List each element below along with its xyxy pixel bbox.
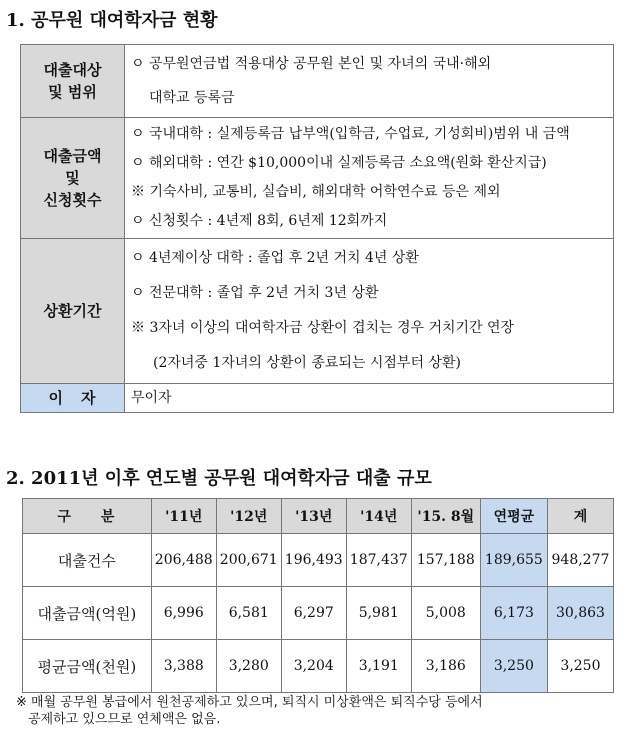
- table-cell: 3,191: [346, 640, 411, 693]
- loan-overview-table: [20, 44, 614, 413]
- table-cell: 3,388: [151, 640, 216, 693]
- content-line: ㅇ 공무원연금법 적용대상 공무원 본인 및 자녀의 국내·해외: [131, 56, 492, 72]
- row-target-scope: [21, 45, 614, 118]
- table-cell: 157,188: [411, 534, 480, 587]
- table-cell: 196,493: [281, 534, 346, 587]
- row-interest: [21, 384, 614, 413]
- header-line: 대출금액: [43, 147, 102, 165]
- content-target-scope: [125, 45, 614, 118]
- header-category: 구분: [23, 499, 152, 534]
- header-line: 신청횟수: [43, 191, 102, 209]
- content-amount-count: [125, 118, 614, 239]
- content-line: ※ 3자녀 이상의 대여학자금 상환이 겹치는 경우 거치기간 연장: [131, 320, 515, 336]
- row-label: 대출금액(억원): [23, 587, 152, 640]
- footnote-line: ※ 매월 공무원 봉급에서 원천공제하고 있으며, 퇴직시 미상환액은 퇴직수당 등에서: [16, 695, 483, 710]
- footnote-line: 공제하고 있으므로 연체액은 없음.: [28, 712, 221, 727]
- content-interest: [125, 384, 614, 413]
- table-row: [23, 534, 614, 587]
- content-line: ※ 기숙사비, 교통비, 실습비, 해외대학 어학연수료 등은 제외: [131, 184, 501, 200]
- content-line: ㅇ 국내대학 : 실제등록금 납부액(입학금, 수업료, 기성회비)범위 내 금액: [131, 126, 570, 142]
- loan-volume-table: [22, 498, 614, 693]
- header-2015: '15. 8월: [411, 499, 480, 534]
- header-2012: '12년: [216, 499, 281, 534]
- header-2013: '13년: [281, 499, 346, 534]
- table-cell: 3,280: [216, 640, 281, 693]
- header-total: 계: [547, 499, 613, 534]
- content-line: (2자녀중 1자녀의 상환이 종료되는 시점부터 상환): [153, 355, 461, 371]
- section2-title: 2. 2011년 이후 연도별 공무원 대여학자금 대출 규모: [6, 468, 432, 489]
- table-cell: 206,488: [151, 534, 216, 587]
- header-line: 상환기간: [43, 302, 102, 320]
- header-amount-count: [21, 118, 125, 239]
- header-target-scope: [21, 45, 125, 118]
- row-label: 평균금액(천원): [23, 640, 152, 693]
- header-line: 이자: [48, 389, 114, 407]
- header-line: 및: [65, 169, 80, 187]
- header-line: 대출대상: [43, 61, 102, 79]
- content-line: ㅇ 전문대학 : 졸업 후 2년 거치 3년 상환: [131, 285, 379, 301]
- header-repayment: [21, 239, 125, 384]
- table-cell-total: 30,863: [547, 587, 613, 640]
- header-2011: '11년: [151, 499, 216, 534]
- table-header-row: [23, 499, 614, 534]
- row-amount-count: [21, 118, 614, 239]
- header-annual-average: 연평균: [480, 499, 547, 534]
- section1-title: 1. 공무원 대여학자금 현황: [6, 10, 218, 31]
- header-2014: '14년: [346, 499, 411, 534]
- table-cell: 6,581: [216, 587, 281, 640]
- table-cell-average: 6,173: [480, 587, 547, 640]
- table-cell-average: 3,250: [480, 640, 547, 693]
- table-cell: 5,008: [411, 587, 480, 640]
- table-row: [23, 587, 614, 640]
- table-cell: 6,996: [151, 587, 216, 640]
- header-line: 및 범위: [48, 83, 97, 101]
- table-row: [23, 640, 614, 693]
- table-cell: 200,671: [216, 534, 281, 587]
- content-repayment: [125, 239, 614, 384]
- header-interest: [21, 384, 125, 413]
- content-line: 대학교 등록금: [149, 90, 235, 106]
- content-line: ㅇ 해외대학 : 연간 $10,000이내 실제등록금 소요액(원화 환산지급): [131, 155, 547, 171]
- content-line: ㅇ 신청횟수 : 4년제 8회, 6년제 12회까지: [131, 213, 388, 229]
- row-label: 대출건수: [23, 534, 152, 587]
- content-line: ㅇ 4년제이상 대학 : 졸업 후 2년 거치 4년 상환: [131, 250, 419, 266]
- table-cell-average: 189,655: [480, 534, 547, 587]
- table-cell-total: 948,277: [547, 534, 613, 587]
- table-cell: 6,297: [281, 587, 346, 640]
- footnote: [16, 694, 621, 728]
- table-cell-total: 3,250: [547, 640, 613, 693]
- table-cell: 3,186: [411, 640, 480, 693]
- content-line: 무이자: [131, 390, 172, 406]
- table-cell: 3,204: [281, 640, 346, 693]
- table-cell: 5,981: [346, 587, 411, 640]
- row-repayment: [21, 239, 614, 384]
- table-cell: 187,437: [346, 534, 411, 587]
